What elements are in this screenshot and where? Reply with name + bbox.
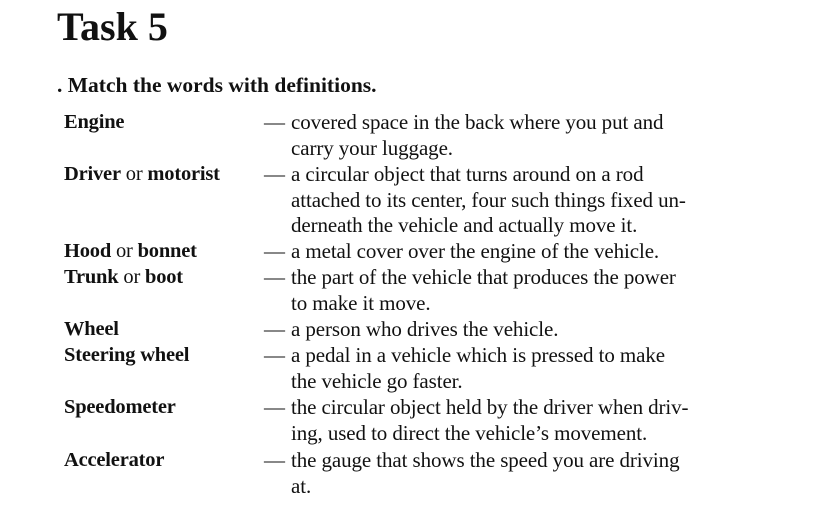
definition-dash: — xyxy=(264,239,285,263)
definition-line: a metal cover over the engine of the vehicle. xyxy=(291,239,660,263)
definition-line: the vehicle go faster. xyxy=(291,369,463,393)
term-driver xyxy=(64,161,220,187)
page-title: Task 5 xyxy=(57,4,168,49)
definition-line: derneath the vehicle and actually move it. xyxy=(291,213,638,237)
definition-line: attached to its center, four such things fixed un- xyxy=(291,188,686,212)
term-main: Driver xyxy=(64,163,121,185)
term-speedometer xyxy=(64,394,176,420)
term-main: Speedometer xyxy=(64,396,176,418)
term-accelerator xyxy=(64,447,164,473)
term-steering-wheel xyxy=(64,342,189,368)
definition-line: the circular object held by the driver when driv- xyxy=(291,395,689,419)
term-alt: boot xyxy=(145,266,183,288)
definition-line: a pedal in a vehicle which is pressed to make xyxy=(291,343,665,367)
term-main: Steering wheel xyxy=(64,344,190,366)
task-instruction: . Match the words with definitions. xyxy=(57,73,377,97)
definition-line: at. xyxy=(291,474,312,498)
definition-dash: — xyxy=(264,162,285,186)
term-main: Wheel xyxy=(64,318,119,340)
term-alt: motorist xyxy=(147,163,220,185)
term-engine xyxy=(64,109,124,135)
definition-line: carry your luggage. xyxy=(291,136,453,160)
definition-line: ing, used to direct the vehicle’s movement. xyxy=(291,421,648,445)
definition-dash: — xyxy=(264,395,285,419)
term-main: Trunk xyxy=(64,266,119,288)
term-hood xyxy=(64,238,197,264)
definition-line: the gauge that shows the speed you are driving xyxy=(291,448,680,472)
definition-dash: — xyxy=(264,317,285,341)
term-wheel xyxy=(64,316,119,342)
definition-line: covered space in the back where you put and xyxy=(291,110,664,134)
definition-line: to make it move. xyxy=(291,291,431,315)
definition-line: the part of the vehicle that produces the power xyxy=(291,265,676,289)
definition-dash: — xyxy=(264,265,285,289)
term-main: Engine xyxy=(64,111,125,133)
definition-dash: — xyxy=(264,448,285,472)
term-trunk xyxy=(64,264,183,290)
term-alt: bonnet xyxy=(137,240,197,262)
definition-line: a circular object that turns around on a rod xyxy=(291,162,644,186)
term-connector: or xyxy=(118,266,145,288)
definition-line: a person who drives the vehicle. xyxy=(291,317,559,341)
definition-dash: — xyxy=(264,343,285,367)
term-connector: or xyxy=(111,240,138,262)
term-main: Hood xyxy=(64,240,112,262)
term-main: Accelerator xyxy=(64,449,165,471)
definition-dash: — xyxy=(264,110,285,134)
term-connector: or xyxy=(120,163,148,185)
